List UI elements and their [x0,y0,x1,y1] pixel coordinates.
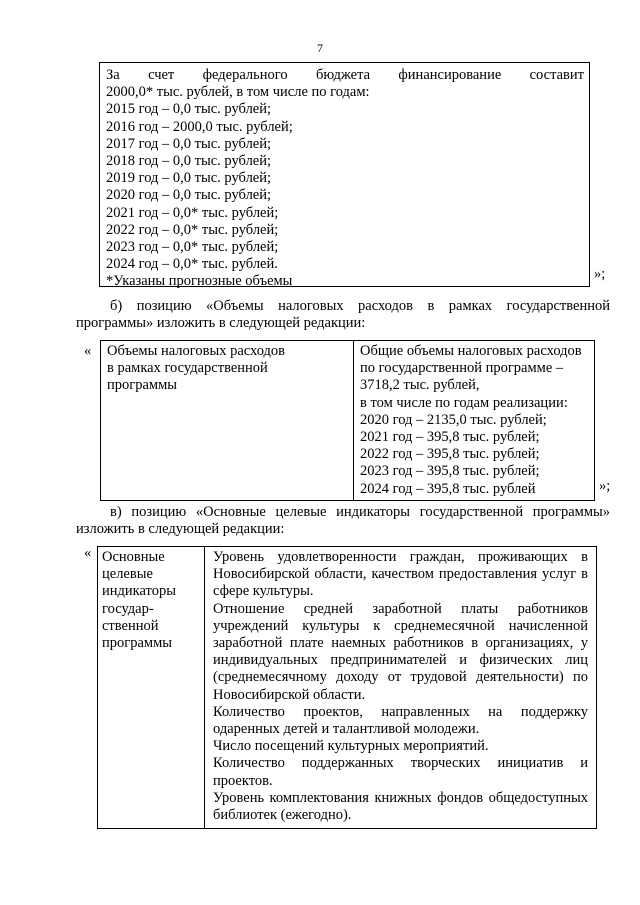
word: За [106,67,120,83]
federal-budget-box [99,62,590,290]
indicator-item: Количество проектов, направленных на поддержку одаренных детей и талантливой молодежи. [213,703,588,738]
cell-line: Основные [102,549,165,565]
target-indicators-table [97,546,597,829]
cell-line: индикаторы [102,583,176,600]
word: счет [148,67,175,83]
cell-line: ственной [102,617,159,634]
budget-line: 2015 год – 0,0 тыс. рублей; [106,101,272,118]
paragraph-b: б) позицию «Объемы налоговых расходов в рамках государственной программы» изложить в следующей редакции: [76,298,610,332]
budget-line-first [106,67,584,84]
budget-line: 2020 год – 0,0 тыс. рублей; [106,187,272,204]
budget-line: 2018 год – 0,0 тыс. рублей; [106,153,272,170]
indicators-label-cell [98,547,205,829]
cell-line: Общие объемы налоговых расходов [360,343,582,359]
page-number: 7 [317,41,323,55]
budget-line: 2016 год – 2000,0 тыс. рублей; [106,118,293,135]
indicator-item: Отношение средней заработной платы работников учреждений культуры к среднемесячной начисленной заработной плате наемных работников в организациях, у индивидуальных предпринимателей и физических лиц (среднемесячному доходу от трудовой деятельности) по Новосибирской области. [213,600,588,703]
tax-expenditure-table [100,340,595,501]
word: финансирование [398,67,502,83]
word: федерального [202,67,288,83]
indicator-item: Количество поддержанных творческих инициатив и проектов. [213,755,588,789]
budget-line: 2022 год – 0,0* тыс. рублей; [106,221,279,238]
tax-label-cell [101,341,354,501]
budget-footnote: *Указаны прогнозные объемы [106,273,293,290]
cell-line: 2022 год – 395,8 тыс. рублей; [360,446,540,463]
cell-line: целевые [102,566,153,583]
budget-line: 2023 год – 0,0* тыс. рублей; [106,239,279,256]
cell-line: программы [102,635,172,652]
indicator-item: Число посещений культурных мероприятий. [213,738,489,755]
cell-line: по государственной программе – [360,360,564,377]
indicator-item: Уровень комплектования книжных фондов общедоступных библиотек (ежегодно). [213,789,588,824]
opening-quote: « [84,343,92,359]
budget-line: 2000,0* тыс. рублей, в том числе по годам: [106,84,370,101]
indicator-item: Уровень удовлетворенности граждан, проживающих в Новосибирской области, качеством предоставления услуг в сфере культуры. [213,549,588,600]
cell-line: 2020 год – 2135,0 тыс. рублей; [360,411,547,428]
word: составит [529,67,584,83]
budget-line: 2019 год – 0,0 тыс. рублей; [106,170,272,187]
closing-quote: »; [594,266,606,282]
cell-line: 2023 год – 395,8 тыс. рублей; [360,463,540,480]
cell-line: в том числе по годам реализации: [360,394,568,411]
cell-line: 2024 год – 395,8 тыс. рублей [360,480,536,497]
cell-line: государ- [102,600,154,617]
cell-line: 3718,2 тыс. рублей, [360,377,480,394]
opening-quote: « [84,545,92,561]
budget-line: 2017 год – 0,0 тыс. рублей; [106,135,272,152]
indicators-list-cell [205,547,597,829]
word: бюджета [315,67,371,83]
paragraph-v: в) позицию «Основные целевые индикаторы государственной программы» изложить в следующей редакции: [76,504,610,538]
cell-line: Объемы налоговых расходов [107,343,286,359]
cell-line: в рамках государственной [107,360,268,377]
closing-quote: »; [599,478,611,494]
tax-value-cell [354,341,595,501]
cell-line: программы [107,377,177,394]
budget-line: 2024 год – 0,0* тыс. рублей. [106,256,278,273]
budget-line: 2021 год – 0,0* тыс. рублей; [106,204,279,221]
cell-line: 2021 год – 395,8 тыс. рублей; [360,429,540,446]
